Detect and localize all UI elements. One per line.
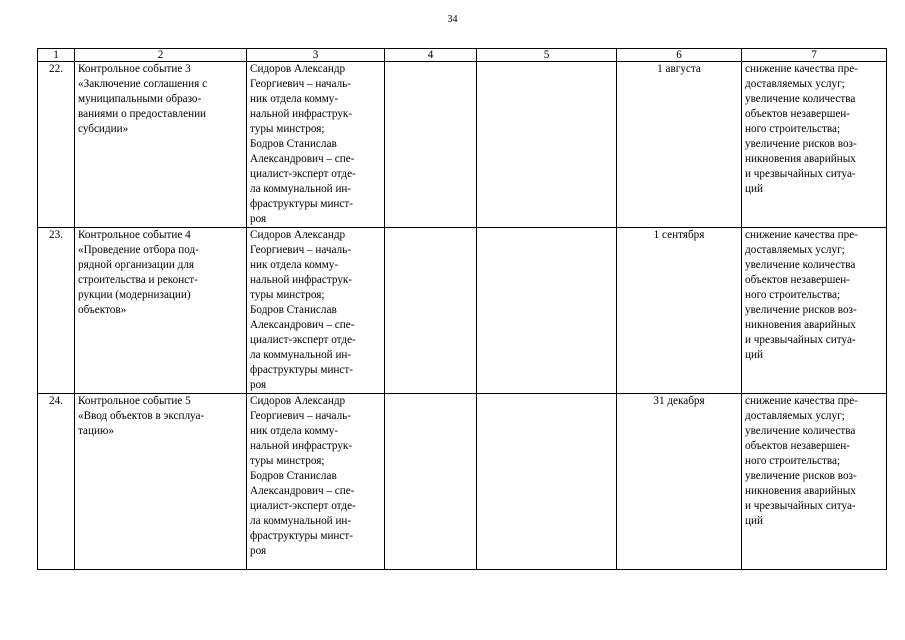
responsible-cell: Сидоров Александр Георгиевич – началь- ник отдела комму- нальной инфраструк- туры минстроя; Бодров Станислав Александрович – спе- циалист-эксперт отде- ла коммунальной ин- фраструктуры минст- роя (247, 394, 385, 570)
responsible-cell: Сидоров Александр Георгиевич – началь- ник отдела комму- нальной инфраструк- туры минстроя; Бодров Станислав Александрович – спе- циалист-эксперт отде- ла коммунальной ин- фраструктуры минст- роя (247, 62, 385, 228)
header-col-1: 1 (38, 49, 75, 62)
col4-cell (385, 394, 477, 570)
header-col-6: 6 (617, 49, 742, 62)
table-row (38, 394, 887, 570)
col4-cell (385, 228, 477, 394)
col5-cell (477, 394, 617, 570)
col4-cell (385, 62, 477, 228)
table-row (38, 62, 887, 228)
risks-cell: снижение качества пре- доставляемых услуг; увеличение количества объектов незавершен- ного строительства; увеличение рисков воз- никновения аварийных и чрезвычайных ситуа- ций (742, 228, 887, 394)
header-col-2: 2 (75, 49, 247, 62)
date-cell: 31 декабря (617, 394, 742, 570)
table-row (38, 228, 887, 394)
risks-cell: снижение качества пре- доставляемых услуг; увеличение количества объектов незавершен- ного строительства; увеличение рисков воз- никновения аварийных и чрезвычайных ситуа- ций (742, 62, 887, 228)
row-number: 23. (38, 228, 75, 394)
control-event-cell: Контрольное событие 5 «Ввод объектов в эксплуа- тацию» (75, 394, 247, 570)
risks-cell: снижение качества пре- доставляемых услуг; увеличение количества объектов незавершен- ного строительства; увеличение рисков воз- никновения аварийных и чрезвычайных ситуа- ций (742, 394, 887, 570)
header-row (38, 49, 887, 62)
control-events-table (37, 48, 887, 570)
col5-cell (477, 228, 617, 394)
date-cell: 1 августа (617, 62, 742, 228)
date-cell: 1 сентября (617, 228, 742, 394)
control-event-cell: Контрольное событие 3 «Заключение соглашения с муниципальными образо- ваниями о предоставлении субсидии» (75, 62, 247, 228)
row-number: 24. (38, 394, 75, 570)
page-number: 34 (447, 14, 458, 25)
row-number: 22. (38, 62, 75, 228)
control-event-cell: Контрольное событие 4 «Проведение отбора под- рядной организации для строительства и реконст- рукции (модернизации) объектов» (75, 228, 247, 394)
header-col-4: 4 (385, 49, 477, 62)
col5-cell (477, 62, 617, 228)
header-col-7: 7 (742, 49, 887, 62)
header-col-5: 5 (477, 49, 617, 62)
responsible-cell: Сидоров Александр Георгиевич – началь- ник отдела комму- нальной инфраструк- туры минстроя; Бодров Станислав Александрович – спе- циалист-эксперт отде- ла коммунальной ин- фраструктуры минст- роя (247, 228, 385, 394)
header-col-3: 3 (247, 49, 385, 62)
